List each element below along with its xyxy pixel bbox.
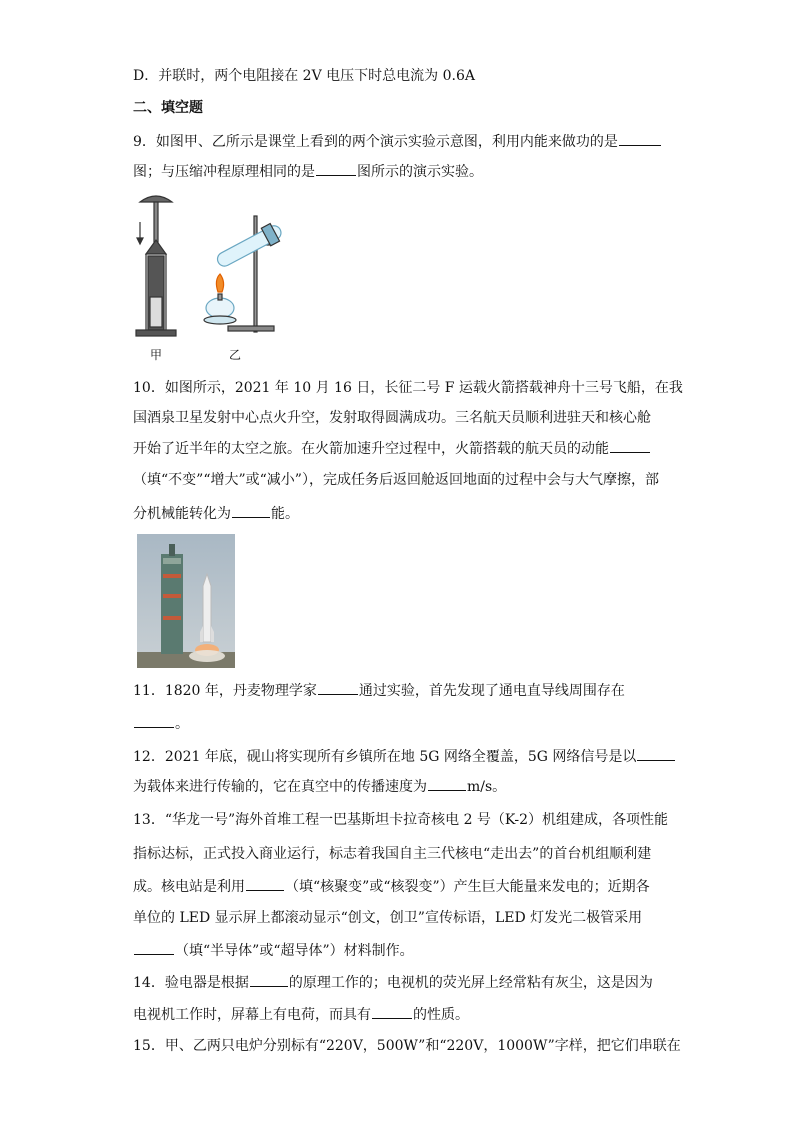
rocket-launch-photo bbox=[137, 534, 235, 668]
q10-line1: 10．如图所示，2021 年 10 月 16 日，长征二号 F 运载火箭搭载神舟十三号飞船，在我 bbox=[133, 380, 683, 396]
answer-blank[interactable] bbox=[637, 746, 675, 761]
q13-line4: 单位的 LED 显示屏上都滚动显示“创文，创卫”宣传标语，LED 灯发光二极管采用 bbox=[133, 910, 643, 926]
answer-blank[interactable] bbox=[428, 776, 466, 791]
q10-line3: 开始了近半年的太空之旅。在火箭加速升空过程中，火箭搭载的航天员的动能 bbox=[133, 438, 651, 459]
q13-line5: （填“半导体”或“超导体”）材料制作。 bbox=[133, 940, 414, 961]
answer-blank[interactable] bbox=[610, 438, 650, 453]
label-jia: 甲 bbox=[150, 348, 163, 362]
q15-line1: 15．甲、乙两只电炉分别标有“220V，500W”和“220V，1000W”字样，把它们串联在 bbox=[133, 1038, 681, 1054]
section-heading: 二、填空题 bbox=[133, 100, 203, 116]
q9-line1: 9．如图甲、乙所示是课堂上看到的两个演示实验示意图，利用内能来做功的是 bbox=[133, 131, 662, 152]
answer-blank[interactable] bbox=[318, 680, 358, 695]
answer-blank[interactable] bbox=[316, 161, 356, 176]
option-d: D．并联时，两个电阻接在 2V 电压下时总电流为 0.6A bbox=[133, 68, 475, 84]
q14-line2: 电视机工作时，屏幕上有电荷，而具有 的性质。 bbox=[133, 1004, 469, 1025]
q10-line4: （填“不变”“增大”或“减小”），完成任务后返回舱返回地面的过程中会与大气摩擦，部 bbox=[133, 472, 659, 488]
q13-line3: 成。核电站是利用 （填“核聚变”或“核裂变”）产生巨大能量来发电的；近期各 bbox=[133, 876, 650, 897]
answer-blank[interactable] bbox=[232, 503, 270, 518]
launch-tower bbox=[161, 544, 183, 654]
answer-blank[interactable] bbox=[619, 131, 661, 146]
q12-line2: 为载体来进行传输的，它在真空中的传播速度为 m/s。 bbox=[133, 776, 506, 797]
answer-blank[interactable] bbox=[372, 1004, 412, 1019]
q11-line2: 。 bbox=[133, 713, 189, 734]
q13-line2: 指标达标，正式投入商业运行，标志着我国自主三代核电“走出去”的首台机组顺利建 bbox=[133, 846, 652, 862]
q10-line2: 国酒泉卫星发射中心点火升空，发射取得圆满成功。三名航天员顺利进驻天和核心舱 bbox=[133, 410, 651, 426]
label-yi: 乙 bbox=[229, 348, 242, 362]
q13-line1: 13．“华龙一号”海外首堆工程一巴基斯坦卡拉奇核电 2 号（K-2）机组建成，各项性能 bbox=[133, 812, 669, 828]
arrow-down-icon bbox=[137, 222, 143, 244]
answer-blank[interactable] bbox=[250, 972, 288, 987]
q14-line1: 14．验电器是根据 的原理工作的；电视机的荧光屏上经常粘有灰尘，这是因为 bbox=[133, 972, 653, 993]
answer-blank[interactable] bbox=[134, 940, 174, 955]
answer-blank[interactable] bbox=[246, 876, 284, 891]
q11-line1: 11．1820 年，丹麦物理学家 通过实验，首先发现了通电直导线周围存在 bbox=[133, 680, 625, 701]
q9-line2: 图；与压缩冲程原理相同的是 图所示的演示实验。 bbox=[133, 161, 483, 182]
test-tube-apparatus bbox=[204, 216, 285, 332]
q10-line5: 分机械能转化为 能。 bbox=[133, 503, 299, 524]
experiment-figure bbox=[130, 192, 290, 362]
answer-blank[interactable] bbox=[134, 713, 174, 728]
piston-apparatus bbox=[136, 196, 176, 336]
q12-line1: 12．2021 年底，砚山将实现所有乡镇所在地 5G 网络全覆盖，5G 网络信号是以 bbox=[133, 746, 676, 767]
